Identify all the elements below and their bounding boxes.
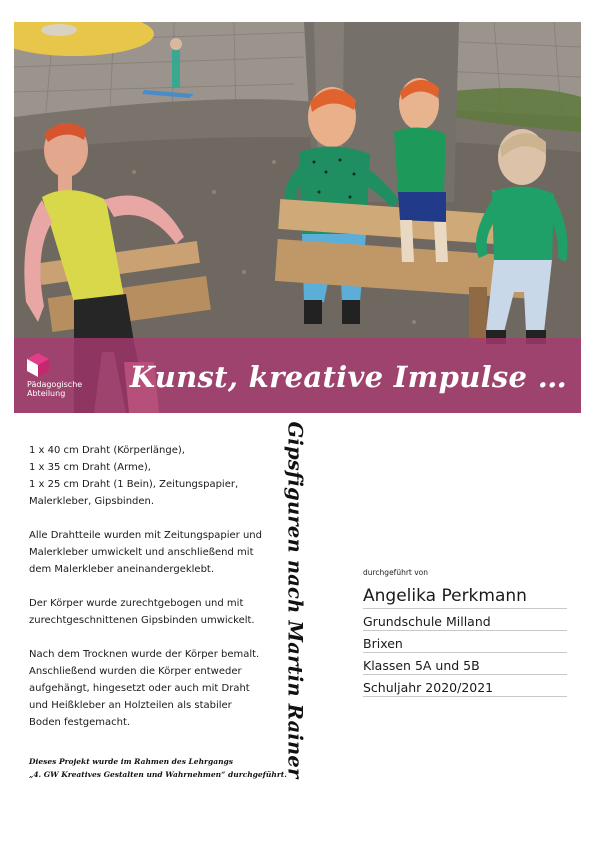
school-year: Schuljahr 2020/2021 (363, 675, 567, 697)
step-paragraph (29, 527, 261, 578)
town-name: Brixen (363, 631, 567, 653)
author-name: Angelika Perkmann (363, 586, 567, 609)
step-line: aufgehängt, hingesetzt oder auch mit Draht (29, 683, 250, 694)
banner-title: Kunst, kreative Impulse … (129, 360, 567, 394)
footnote-line1: Dieses Projekt wurde im Rahmen des Lehrgangs (29, 757, 233, 766)
step-line: Der Körper wurde zurechtgebogen und mit (29, 598, 244, 609)
step-line: zurechtgeschnittenen Gipsbinden umwickelt. (29, 615, 255, 626)
logo-text-line2: Abteilung (27, 389, 66, 398)
materials-line: 1 x 40 cm Draht (Körperlänge), (29, 445, 185, 456)
materials-line: 1 x 25 cm Draht (1 Bein), Zeitungspapier, (29, 479, 239, 490)
step-line: und Heißkleber an Holzteilen als stabiler (29, 700, 232, 711)
step-line: Anschließend wurden die Körper entweder (29, 666, 242, 677)
conducted-by-label: durchgeführt von (363, 568, 429, 577)
class-names: Klassen 5A und 5B (363, 653, 567, 675)
materials-line: Malerkleber, Gipsbinden. (29, 496, 155, 507)
header-photo (14, 22, 581, 413)
footnote-line2: „4. GW Kreatives Gestalten und Wahrnehmen“ durchgeführt. (29, 770, 287, 779)
author-info (363, 568, 567, 697)
step-line: Nach dem Trocknen wurde der Körper bemalt. (29, 649, 260, 660)
materials-line: 1 x 35 cm Draht (Arme), (29, 462, 151, 473)
step-line: Boden festgemacht. (29, 717, 131, 728)
vertical-title: Gipsfiguren nach Martin Rainer (283, 421, 307, 779)
project-description (29, 442, 261, 748)
department-logo (27, 353, 97, 399)
cube-logo-icon (27, 353, 49, 377)
step-line: Malerkleber umwickelt und anschließend mit (29, 547, 254, 558)
step-line: dem Malerkleber aneinandergeklebt. (29, 564, 215, 575)
step-paragraph (29, 646, 261, 731)
title-banner (14, 338, 581, 413)
course-footnote (29, 755, 287, 781)
school-name: Grundschule Milland (363, 609, 567, 631)
logo-text-line1: Pädagogische (27, 380, 83, 389)
step-paragraph (29, 595, 261, 629)
materials-paragraph (29, 442, 261, 510)
step-line: Alle Drahtteile wurden mit Zeitungspapier und (29, 530, 262, 541)
